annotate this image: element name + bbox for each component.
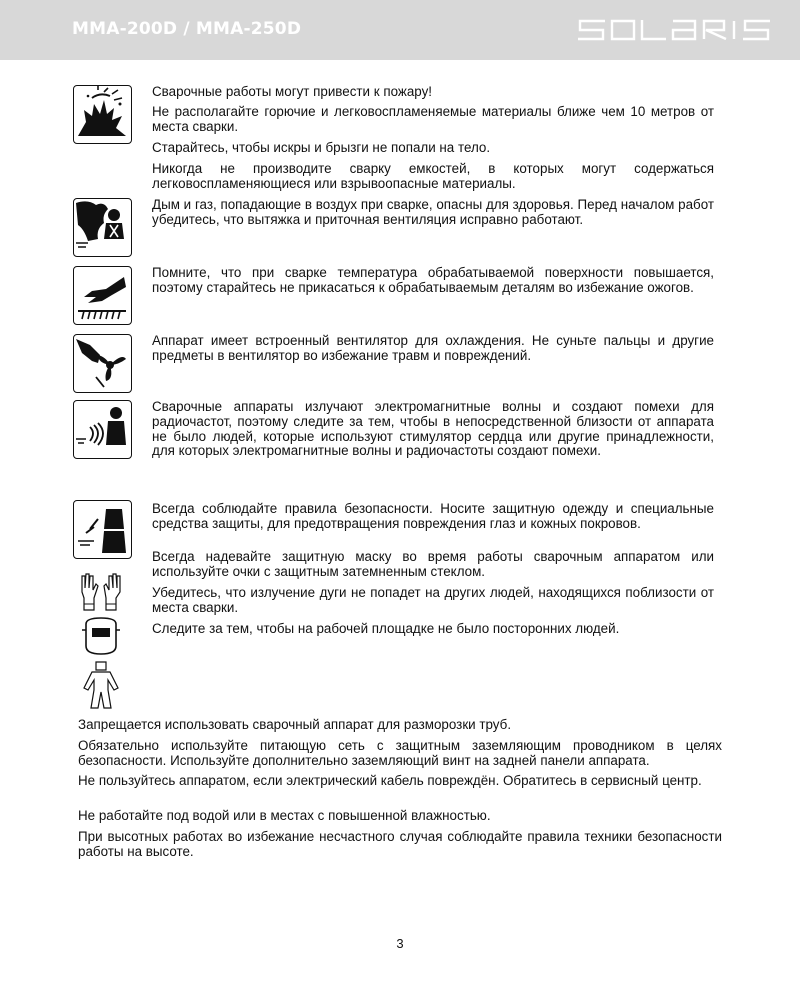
fire-hazard-icon: [73, 85, 132, 144]
rule-text-4: Не работайте под водой или в местах с повышенной влажностью.: [78, 808, 491, 823]
page-header: [0, 0, 800, 60]
fan-text: Аппарат имеет встроенный вентилятор для охлаждения. Не суньте пальцы и другие предметы в вентилятор во избежание травм и повреждений.: [152, 333, 714, 363]
fumes-text: Дым и газ, попадающие в воздух при сварке, опасны для здоровья. Перед началом работ убедитесь, что вытяжка и приточная вентиляция исправно работают.: [152, 197, 714, 227]
fire-hazard-text-4: Никогда не производите сварку емкостей, в которых могут содержаться легковоспламеняющиеся или взрывоопасные материалы.: [152, 161, 714, 191]
electromagnetic-text: Сварочные аппараты излучают электромагнитные волны и создают помехи для радиочастот, поэтому следите за тем, чтобы в непосредственной близости от аппарата не было людей, которые используют стимулятор сердца или другие принадлежности, для которых электромагнитные волны и радиочастоты создают помехи.: [152, 399, 714, 459]
fan-hazard-icon: [73, 334, 132, 393]
rule-text-2: Обязательно используйте питающую сеть с защитным заземляющим проводником в целях безопасности. Используйте дополнительно заземляющий винт на задней панели аппарата.: [78, 738, 722, 768]
model-title: MMA-200D / MMA-250D: [72, 19, 302, 39]
welding-mask-icon: [78, 616, 124, 658]
fire-hazard-text-2: Не располагайте горючие и легковоспламеняемые материалы ближе чем 10 метров от места сварки.: [152, 104, 714, 134]
rule-text-3: Не пользуйтесь аппаратом, если электрический кабель повреждён. Обратитесь в сервисный центр.: [78, 773, 702, 788]
fire-hazard-text-1: Сварочные работы могут привести к пожару!: [152, 84, 432, 99]
rule-text-5: При высотных работах во избежание несчастного случая соблюдайте правила техники безопасности работы на высоте.: [78, 829, 722, 859]
solaris-logo: [578, 19, 770, 46]
rule-text-1: Запрещается использовать сварочный аппарат для разморозки труб.: [78, 717, 512, 732]
page-number: 3: [396, 936, 404, 951]
protective-text-4: Следите за тем, чтобы на рабочей площадке не было посторонних людей.: [152, 621, 620, 636]
fumes-hazard-icon: [73, 198, 132, 257]
protective-text-3: Убедитесь, что излучение дуги не попадет на других людей, находящихся поблизости от места сварки.: [152, 585, 714, 615]
protective-suit-icon: [78, 660, 124, 710]
electromagnetic-icon: [73, 400, 132, 459]
fire-hazard-text-3: Старайтесь, чтобы искры и брызги не попали на тело.: [152, 140, 491, 155]
gloves-icon: [78, 570, 124, 614]
hot-surface-text: Помните, что при сварке температура обрабатываемой поверхности повышается, поэтому старайтесь не прикасаться к обрабатываемым деталям во избежание ожогов.: [152, 265, 714, 295]
hot-surface-icon: [73, 266, 132, 325]
protective-text-1: Всегда соблюдайте правила безопасности. Носите защитную одежду и специальные средства защиты, для предотвращения повреждения глаз и кожных покровов.: [152, 501, 714, 531]
protective-text-2: Всегда надевайте защитную маску во время работы сварочным аппаратом или используйте очки с защитным затемненным стеклом.: [152, 549, 714, 579]
protective-gear-icon: [73, 500, 132, 559]
